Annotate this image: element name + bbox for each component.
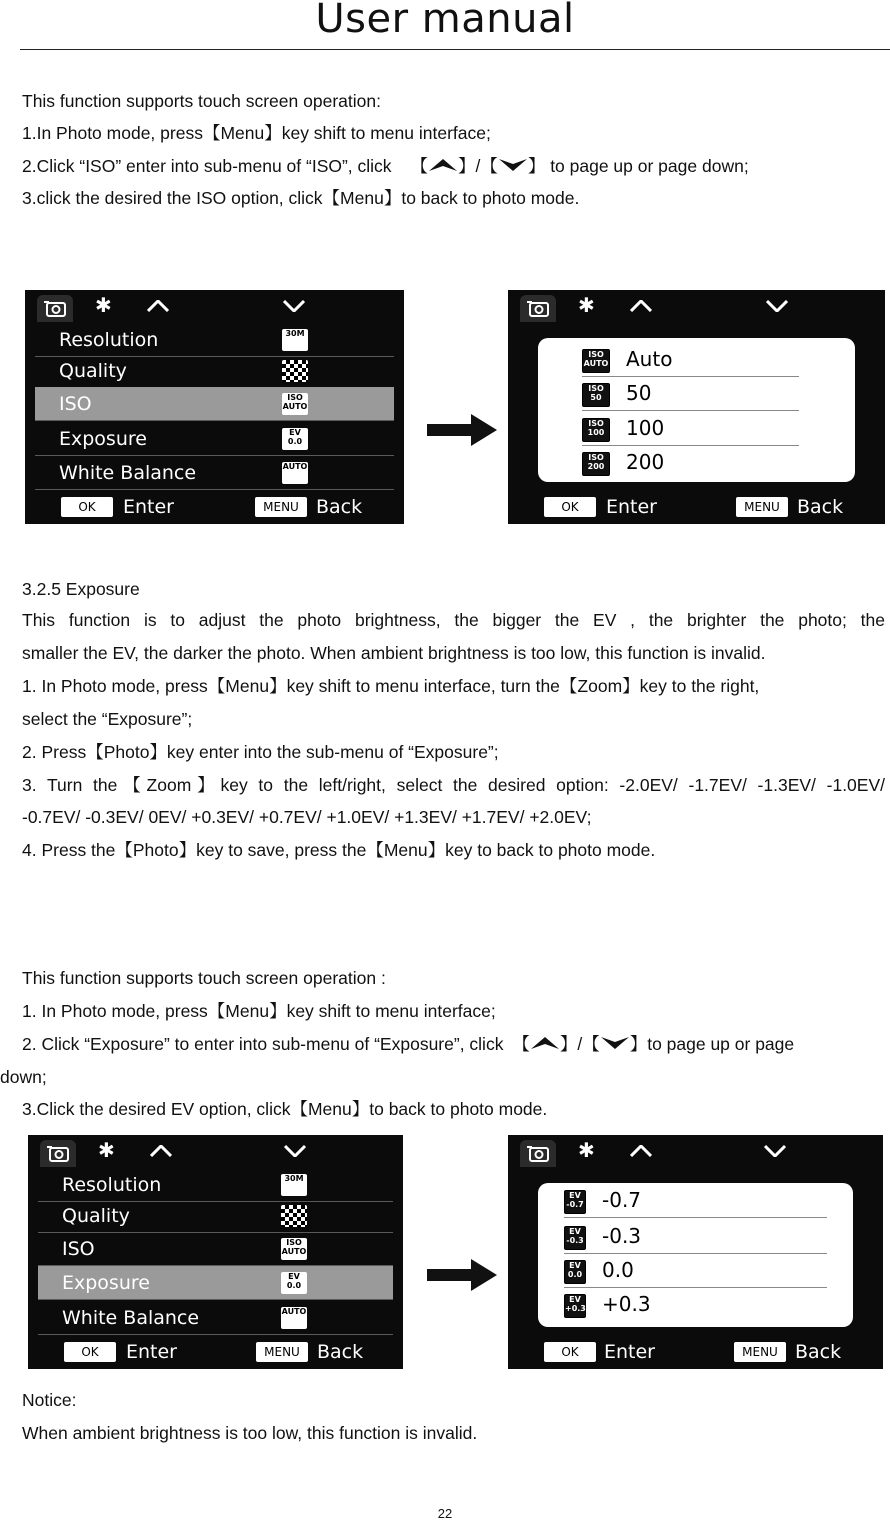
menu-item-exposure: Exposure EV 0.0 <box>35 422 394 456</box>
exposure-desc-line2: smaller the EV, the darker the photo. When ambient brightness is too low, this function is invalid. <box>22 643 766 663</box>
touch-step2-wrap: down; <box>0 1067 47 1087</box>
iso-options-panel <box>538 338 855 482</box>
menu-item-iso: ISO ISO AUTO <box>35 387 394 421</box>
chevron-up-icon <box>147 300 169 312</box>
enter-label: Enter <box>126 1341 177 1363</box>
ev-option: EV +0.3 +0.3 <box>565 1292 651 1316</box>
exposure-step2: 2. Press【Photo】key enter into the sub-menu of “Exposure”; <box>22 742 499 762</box>
chevron-up-icon <box>428 158 458 172</box>
camera-icon <box>40 1140 76 1167</box>
menu-item-quality: Quality <box>35 354 394 388</box>
page-title: User manual <box>315 0 575 42</box>
iso-step2-tail: to page up or page down; <box>550 156 749 176</box>
iso-submenu-screen <box>508 290 885 524</box>
quality-icon <box>282 360 308 382</box>
iso-option: ISO 200 200 <box>582 445 799 479</box>
menu-button: MENU <box>734 1342 786 1362</box>
gear-icon: ✱ <box>95 295 112 317</box>
touch-step1: 1. In Photo mode, press【Menu】key shift to menu interface; <box>22 1001 496 1021</box>
camera-menu-screen-exposure <box>28 1135 403 1369</box>
screen-bottombar <box>508 1335 883 1369</box>
iso-step1: 1.In Photo mode, press【Menu】key shift to menu interface; <box>22 123 491 143</box>
notice-label: Notice: <box>22 1390 77 1410</box>
enter-label: Enter <box>606 496 657 518</box>
menu-button: MENU <box>255 497 307 517</box>
resolution-icon: 30M <box>282 329 308 351</box>
iso-option: ISO 100 100 <box>582 411 799 446</box>
iso-step2: 2.Click “ISO” enter into sub-menu of “ISO”, click 【 】/【 】 to page up or page down; <box>22 156 749 176</box>
touch-step2: 2. Click “Exposure” to enter into sub-menu of “Exposure”, click 【 】/【 】to page up or page <box>22 1034 795 1054</box>
notice-text: When ambient brightness is too low, this function is invalid. <box>22 1423 478 1443</box>
ev-option: EV -0.3 -0.3 <box>564 1219 827 1254</box>
ok-button: OK <box>64 1342 116 1362</box>
iso-icon: ISO AUTO <box>282 393 308 415</box>
iso-icon: ISO AUTO <box>281 1238 307 1260</box>
photo-tab <box>520 295 556 322</box>
chevron-down-icon <box>600 1036 630 1050</box>
chevron-up-icon <box>630 300 652 312</box>
menu-item-white-balance: White Balance AUTO <box>38 1301 393 1335</box>
section-heading: 3.2.5 Exposure <box>22 579 140 599</box>
white-balance-icon: AUTO <box>281 1307 307 1329</box>
screen-bottombar <box>25 490 404 524</box>
ev-icon: EV 0.0 <box>282 428 308 450</box>
touch-step2-tail: to page up or page <box>647 1034 795 1054</box>
photo-tab <box>520 1140 556 1167</box>
back-label: Back <box>795 1341 842 1363</box>
ev-option: EV -0.7 -0.7 <box>564 1183 827 1218</box>
ev-option: EV 0.0 0.0 <box>564 1253 827 1288</box>
camera-menu-screen-iso <box>25 290 404 524</box>
camera-icon <box>520 1140 556 1167</box>
chevron-down-icon <box>498 158 528 172</box>
gear-icon: ✱ <box>98 1140 115 1162</box>
touch-intro: This function supports touch screen operation : <box>22 968 386 988</box>
chevron-down-icon <box>283 300 305 312</box>
chevron-down-icon <box>764 1145 786 1157</box>
exposure-step4: 4. Press the【Photo】key to save, press the【Menu】key to back to photo mode. <box>22 840 656 860</box>
iso-step3: 3.click the desired the ISO option, click【Menu】to back to photo mode. <box>22 188 580 208</box>
page-number: 22 <box>437 1506 453 1521</box>
menu-item-iso: ISO ISO AUTO <box>38 1232 393 1266</box>
ev-options-panel <box>538 1183 853 1327</box>
white-balance-icon: AUTO <box>282 462 308 484</box>
touch-step3: 3.Click the desired EV option, click【Menu】to back to photo mode. <box>22 1099 548 1119</box>
touch-step2-text: 2. Click “Exposure” to enter into sub-menu of “Exposure”, click <box>22 1034 504 1054</box>
chevron-down-icon <box>284 1145 306 1157</box>
back-label: Back <box>797 496 844 518</box>
header-rule <box>20 49 890 50</box>
back-label: Back <box>317 1341 364 1363</box>
exposure-step1-line2: select the “Exposure”; <box>22 709 193 729</box>
menu-item-white-balance: White Balance AUTO <box>35 456 394 490</box>
ok-button: OK <box>544 1342 596 1362</box>
menu-button: MENU <box>736 497 788 517</box>
page-up-key: 【 】 <box>512 1034 578 1054</box>
exposure-submenu-screen <box>508 1135 883 1369</box>
camera-icon <box>520 295 556 322</box>
photo-tab <box>37 295 73 322</box>
iso-step2-text: 2.Click “ISO” enter into sub-menu of “ISO”, click <box>22 156 392 176</box>
chevron-up-icon <box>530 1036 560 1050</box>
iso-option: ISO AUTO Auto <box>582 342 799 377</box>
ev-icon: EV 0.0 <box>281 1272 307 1294</box>
menu-item-quality: Quality <box>38 1199 393 1233</box>
right-arrow-icon <box>427 1257 499 1293</box>
screen-bottombar <box>508 490 885 524</box>
screen-topbar <box>28 1135 403 1169</box>
ok-button: OK <box>544 497 596 517</box>
page-down-key: 【 】 <box>582 1034 648 1054</box>
menu-item-resolution: Resolution 30M <box>38 1168 393 1202</box>
chevron-up-icon <box>150 1145 172 1157</box>
chevron-up-icon <box>630 1145 652 1157</box>
quality-icon <box>281 1205 307 1227</box>
screen-topbar <box>25 290 404 324</box>
menu-item-resolution: Resolution 30M <box>35 323 394 357</box>
menu-item-exposure: Exposure EV 0.0 <box>38 1266 393 1300</box>
camera-icon <box>37 295 73 322</box>
chevron-down-icon <box>766 300 788 312</box>
photo-tab <box>40 1140 76 1167</box>
enter-label: Enter <box>123 496 174 518</box>
ok-button: OK <box>61 497 113 517</box>
right-arrow-icon <box>427 412 499 448</box>
page-up-key: 【 】 <box>410 156 476 176</box>
gear-icon: ✱ <box>578 295 595 317</box>
exposure-step1-line1: 1. In Photo mode, press【Menu】key shift to menu interface, turn the【Zoom】key to the right, <box>22 676 760 696</box>
exposure-step3-line2: -0.7EV/ -0.3EV/ 0EV/ +0.3EV/ +0.7EV/ +1.0EV/ +1.3EV/ +1.7EV/ +2.0EV; <box>22 807 592 827</box>
screen-topbar <box>508 290 885 324</box>
iso-option: ISO 50 50 <box>582 376 799 411</box>
exposure-desc-line1: This function is to adjust the photo brightness, the bigger the EV , the brighter the photo; the <box>22 610 885 630</box>
screen-topbar <box>508 1135 883 1169</box>
resolution-icon: 30M <box>281 1174 307 1196</box>
page-down-key: 【 】 <box>480 156 546 176</box>
menu-button: MENU <box>256 1342 308 1362</box>
gear-icon: ✱ <box>578 1140 595 1162</box>
iso-intro: This function supports touch screen operation: <box>22 91 381 111</box>
enter-label: Enter <box>604 1341 655 1363</box>
screen-bottombar <box>28 1335 403 1369</box>
exposure-step3-line1: 3. Turn the【Zoom】key to the left/right, select the desired option: -2.0EV/ -1.7EV/ -1.3EV/ -1.0EV/ <box>22 775 885 795</box>
back-label: Back <box>316 496 363 518</box>
